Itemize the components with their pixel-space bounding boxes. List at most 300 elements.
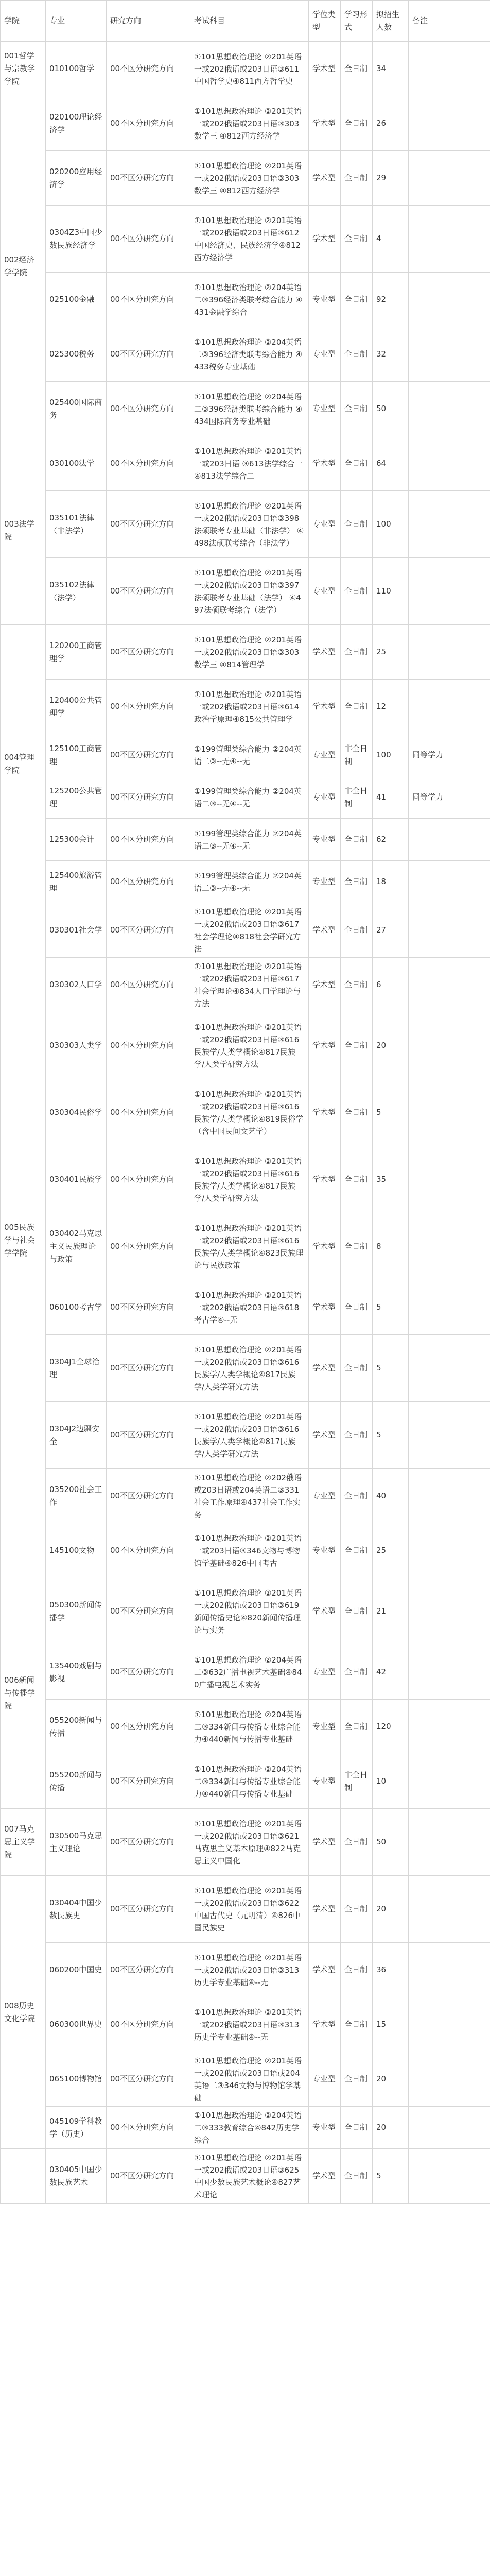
direction-cell: 00不区分研究方向 (107, 1578, 190, 1645)
note-cell (409, 42, 490, 96)
direction-cell: 00不区分研究方向 (107, 1469, 190, 1523)
quota-cell: 62 (373, 819, 409, 861)
quota-cell: 20 (373, 2107, 409, 2149)
mode-cell: 全日制 (341, 558, 373, 625)
degree-cell: 专业型 (309, 558, 341, 625)
table-row (1, 1079, 490, 1146)
note-cell (409, 96, 490, 151)
major-cell: 055200新闻与传播 (46, 1754, 107, 1809)
exam-cell: ①101思想政治理论 ②201英语一或202俄语或203日语③616民族学/人类学概论④817民族学/人类学研究方法 (190, 1402, 309, 1469)
degree-cell: 专业型 (309, 1523, 341, 1578)
mode-cell: 全日制 (341, 958, 373, 1012)
mode-cell: 全日制 (341, 436, 373, 491)
note-cell (409, 958, 490, 1012)
quota-cell: 110 (373, 558, 409, 625)
major-cell: 030301社会学 (46, 903, 107, 958)
note-cell (409, 1469, 490, 1523)
degree-cell: 学术型 (309, 206, 341, 273)
mode-cell: 全日制 (341, 2149, 373, 2204)
mode-cell: 全日制 (341, 1809, 373, 1876)
direction-cell: 00不区分研究方向 (107, 1079, 190, 1146)
note-cell (409, 382, 490, 436)
direction-cell: 00不区分研究方向 (107, 2149, 190, 2204)
degree-cell: 专业型 (309, 2052, 341, 2107)
quota-cell: 42 (373, 1645, 409, 1700)
direction-cell: 00不区分研究方向 (107, 776, 190, 819)
mode-cell: 全日制 (341, 42, 373, 96)
note-cell (409, 2052, 490, 2107)
degree-cell: 专业型 (309, 861, 341, 903)
degree-cell: 专业型 (309, 2107, 341, 2149)
quota-cell: 64 (373, 436, 409, 491)
mode-cell: 全日制 (341, 206, 373, 273)
direction-cell: 00不区分研究方向 (107, 491, 190, 558)
major-cell: 020200应用经济学 (46, 151, 107, 206)
exam-cell: ①101思想政治理论 ②201英语一或202俄语或203日语③303数学三 ④812西方经济学 (190, 96, 309, 151)
mode-cell: 全日制 (341, 1402, 373, 1469)
major-cell: 030100法学 (46, 436, 107, 491)
major-cell: 050300新闻传播学 (46, 1578, 107, 1645)
table-row (1, 382, 490, 436)
major-cell: 125400旅游管理 (46, 861, 107, 903)
table-row (1, 680, 490, 734)
exam-cell: ①101思想政治理论 ②201英语一或203日语 ③613法学综合一 ④813法学综合二 (190, 436, 309, 491)
degree-cell: 学术型 (309, 1012, 341, 1079)
exam-cell: ①101思想政治理论 ②201英语一或202俄语或203日语③616民族学/人类学概论④823民族理论与民族政策 (190, 1213, 309, 1280)
quota-cell: 5 (373, 1280, 409, 1335)
direction-cell: 00不区分研究方向 (107, 861, 190, 903)
table-row (1, 903, 490, 958)
header-major: 专业 (46, 1, 107, 42)
degree-cell: 学术型 (309, 625, 341, 680)
exam-cell: ①101思想政治理论 ②201英语一或202俄语或203日语③616民族学/人类学概论④819民俗学（含中国民间文艺学） (190, 1079, 309, 1146)
exam-cell: ①101思想政治理论 ②201英语一或202俄语或203日语③303数学三 ④812西方经济学 (190, 151, 309, 206)
mode-cell: 全日制 (341, 680, 373, 734)
quota-cell: 35 (373, 1146, 409, 1213)
direction-cell: 00不区分研究方向 (107, 625, 190, 680)
table-row (1, 1280, 490, 1335)
degree-cell: 学术型 (309, 680, 341, 734)
quota-cell: 25 (373, 625, 409, 680)
exam-cell: ①199管理类综合能力 ②204英语二③--无④--无 (190, 819, 309, 861)
degree-cell: 学术型 (309, 1146, 341, 1213)
table-row (1, 958, 490, 1012)
mode-cell: 全日制 (341, 1578, 373, 1645)
exam-cell: ①101思想政治理论 ②204英语二③334新闻与传播专业综合能力④440新闻与传播专业基础 (190, 1700, 309, 1754)
major-cell: 030303人类学 (46, 1012, 107, 1079)
table-row (1, 1943, 490, 1997)
mode-cell: 全日制 (341, 1943, 373, 1997)
direction-cell: 00不区分研究方向 (107, 273, 190, 327)
note-cell (409, 558, 490, 625)
college-cell: 006新闻与传播学院 (1, 1578, 46, 1809)
table-row (1, 1402, 490, 1469)
table-row (1, 273, 490, 327)
exam-cell: ①101思想政治理论 ②201英语一或202俄语或203日语③625中国少数民族艺术概论④827艺术理论 (190, 2149, 309, 2204)
note-cell (409, 206, 490, 273)
major-cell: 035102法律（法学） (46, 558, 107, 625)
quota-cell: 4 (373, 206, 409, 273)
major-cell: 060200中国史 (46, 1943, 107, 1997)
table-row (1, 1335, 490, 1402)
exam-cell: ①199管理类综合能力 ②204英语二③--无④--无 (190, 776, 309, 819)
quota-cell: 20 (373, 1876, 409, 1943)
table-row (1, 206, 490, 273)
degree-cell: 学术型 (309, 1876, 341, 1943)
table-row (1, 1997, 490, 2052)
mode-cell: 全日制 (341, 1280, 373, 1335)
exam-cell: ①101思想政治理论 ②201英语一或202俄语或203日语③397法硕联考专业基础（法学） ④497法硕联考综合（法学） (190, 558, 309, 625)
mode-cell: 全日制 (341, 1645, 373, 1700)
degree-cell: 学术型 (309, 903, 341, 958)
college-cell: 008历史文化学院 (1, 1876, 46, 2149)
major-cell: 045109学科教学（历史） (46, 2107, 107, 2149)
mode-cell: 全日制 (341, 2052, 373, 2107)
major-cell: 0304J2边疆安全 (46, 1402, 107, 1469)
header-direction: 研究方向 (107, 1, 190, 42)
major-cell: 0304Z3中国少数民族经济学 (46, 206, 107, 273)
degree-cell: 专业型 (309, 776, 341, 819)
direction-cell: 00不区分研究方向 (107, 1645, 190, 1700)
direction-cell: 00不区分研究方向 (107, 1943, 190, 1997)
mode-cell: 全日制 (341, 2107, 373, 2149)
table-row (1, 1146, 490, 1213)
major-cell: 065100博物馆 (46, 2052, 107, 2107)
table-row (1, 2107, 490, 2149)
note-cell (409, 861, 490, 903)
major-cell: 020100理论经济学 (46, 96, 107, 151)
major-cell: 030402马克思主义民族理论与政策 (46, 1213, 107, 1280)
major-cell: 035200社会工作 (46, 1469, 107, 1523)
college-cell: 003法学院 (1, 436, 46, 625)
quota-cell: 25 (373, 1523, 409, 1578)
degree-cell: 专业型 (309, 327, 341, 382)
mode-cell: 全日制 (341, 1523, 373, 1578)
mode-cell: 非全日制 (341, 776, 373, 819)
note-cell (409, 819, 490, 861)
table-row (1, 625, 490, 680)
note-cell (409, 1997, 490, 2052)
degree-cell: 学术型 (309, 436, 341, 491)
exam-cell: ①101思想政治理论 ②201英语一或202俄语或203日语③616民族学/人类学概论④817民族学/人类学研究方法 (190, 1012, 309, 1079)
quota-cell: 32 (373, 327, 409, 382)
table-row (1, 327, 490, 382)
note-cell (409, 491, 490, 558)
direction-cell: 00不区分研究方向 (107, 558, 190, 625)
table-row (1, 2052, 490, 2107)
mode-cell: 全日制 (341, 1469, 373, 1523)
direction-cell: 00不区分研究方向 (107, 206, 190, 273)
mode-cell: 全日制 (341, 861, 373, 903)
table-row (1, 491, 490, 558)
college-cell: 002经济学学院 (1, 96, 46, 436)
table-row (1, 1876, 490, 1943)
direction-cell: 00不区分研究方向 (107, 1012, 190, 1079)
degree-cell: 学术型 (309, 958, 341, 1012)
direction-cell: 00不区分研究方向 (107, 1402, 190, 1469)
degree-cell: 专业型 (309, 1645, 341, 1700)
table-row (1, 151, 490, 206)
major-cell: 145100文物 (46, 1523, 107, 1578)
quota-cell: 20 (373, 2052, 409, 2107)
direction-cell: 00不区分研究方向 (107, 1523, 190, 1578)
exam-cell: ①101思想政治理论 ②201英语一或202俄语或203日语③617社会学理论④834人口学理论与方法 (190, 958, 309, 1012)
note-cell (409, 1754, 490, 1809)
mode-cell: 全日制 (341, 273, 373, 327)
quota-cell: 40 (373, 1469, 409, 1523)
direction-cell: 00不区分研究方向 (107, 1335, 190, 1402)
note-cell (409, 1402, 490, 1469)
mode-cell: 全日制 (341, 382, 373, 436)
note-cell (409, 1578, 490, 1645)
major-cell: 060100考古学 (46, 1280, 107, 1335)
direction-cell: 00不区分研究方向 (107, 2107, 190, 2149)
degree-cell: 学术型 (309, 1280, 341, 1335)
direction-cell: 00不区分研究方向 (107, 327, 190, 382)
degree-cell: 学术型 (309, 1079, 341, 1146)
mode-cell: 全日制 (341, 819, 373, 861)
exam-cell: ①101思想政治理论 ②201英语一或202俄语或203日语③621马克思主义基本原理④822马克思主义中国化 (190, 1809, 309, 1876)
quota-cell: 5 (373, 1079, 409, 1146)
direction-cell: 00不区分研究方向 (107, 96, 190, 151)
college-cell (1, 2149, 46, 2204)
degree-cell: 学术型 (309, 1402, 341, 1469)
major-cell: 125100工商管理 (46, 734, 107, 776)
degree-cell: 专业型 (309, 382, 341, 436)
quota-cell: 10 (373, 1754, 409, 1809)
major-cell: 030405中国少数民族艺术 (46, 2149, 107, 2204)
direction-cell: 00不区分研究方向 (107, 734, 190, 776)
note-cell (409, 625, 490, 680)
major-cell: 120400公共管理学 (46, 680, 107, 734)
degree-cell: 学术型 (309, 1997, 341, 2052)
direction-cell: 00不区分研究方向 (107, 1213, 190, 1280)
table-row (1, 819, 490, 861)
table-row (1, 1469, 490, 1523)
mode-cell: 全日制 (341, 1997, 373, 2052)
note-cell (409, 327, 490, 382)
exam-cell: ①101思想政治理论 ②204英语二③396经济类联考综合能力 ④434国际商务专业基础 (190, 382, 309, 436)
direction-cell: 00不区分研究方向 (107, 2052, 190, 2107)
mode-cell: 全日制 (341, 96, 373, 151)
major-cell: 030401民族学 (46, 1146, 107, 1213)
major-cell: 030302人口学 (46, 958, 107, 1012)
exam-cell: ①101思想政治理论 ②201英语一或202俄语或203日语③398法硕联考专业基础（非法学） ④498法硕联考综合（非法学） (190, 491, 309, 558)
exam-cell: ①101思想政治理论 ②204英语二③334新闻与传播专业综合能力④440新闻与传播专业基础 (190, 1754, 309, 1809)
major-cell: 035101法律（非法学） (46, 491, 107, 558)
direction-cell: 00不区分研究方向 (107, 1997, 190, 2052)
mode-cell: 非全日制 (341, 1754, 373, 1809)
degree-cell: 专业型 (309, 491, 341, 558)
quota-cell: 100 (373, 491, 409, 558)
exam-cell: ①199管理类综合能力 ②204英语二③--无④--无 (190, 861, 309, 903)
exam-cell: ①101思想政治理论 ②204英语二③396经济类联考综合能力 ④431金融学综合 (190, 273, 309, 327)
direction-cell: 00不区分研究方向 (107, 382, 190, 436)
quota-cell: 18 (373, 861, 409, 903)
degree-cell: 学术型 (309, 1809, 341, 1876)
mode-cell: 全日制 (341, 151, 373, 206)
table-row (1, 436, 490, 491)
direction-cell: 00不区分研究方向 (107, 903, 190, 958)
header-exam: 考试科目 (190, 1, 309, 42)
exam-cell: ①101思想政治理论 ②201英语一或202俄语或203日语③619新闻传播史论④820新闻传播理论与实务 (190, 1578, 309, 1645)
quota-cell: 6 (373, 958, 409, 1012)
direction-cell: 00不区分研究方向 (107, 1700, 190, 1754)
direction-cell: 00不区分研究方向 (107, 1754, 190, 1809)
direction-cell: 00不区分研究方向 (107, 1809, 190, 1876)
exam-cell: ①101思想政治理论 ②204英语二③396经济类联考综合能力 ④433税务专业基础 (190, 327, 309, 382)
direction-cell: 00不区分研究方向 (107, 42, 190, 96)
degree-cell: 学术型 (309, 1943, 341, 1997)
note-cell (409, 680, 490, 734)
quota-cell: 50 (373, 1809, 409, 1876)
degree-cell: 专业型 (309, 734, 341, 776)
header-quota: 拟招生人数 (373, 1, 409, 42)
major-cell: 060300世界史 (46, 1997, 107, 2052)
quota-cell: 5 (373, 2149, 409, 2204)
exam-cell: ①101思想政治理论 ②204英语二③632广播电视艺术基础④840广播电视艺术实务 (190, 1645, 309, 1700)
mode-cell: 全日制 (341, 1079, 373, 1146)
table-row (1, 861, 490, 903)
table-row (1, 1523, 490, 1578)
degree-cell: 专业型 (309, 1700, 341, 1754)
major-cell: 120200工商管理学 (46, 625, 107, 680)
exam-cell: ①101思想政治理论 ②202俄语或203日语或204英语二③331社会工作原理④437社会工作实务 (190, 1469, 309, 1523)
direction-cell: 00不区分研究方向 (107, 151, 190, 206)
quota-cell: 34 (373, 42, 409, 96)
college-cell: 001哲学与宗教学学院 (1, 42, 46, 96)
note-cell (409, 1146, 490, 1213)
degree-cell: 学术型 (309, 1578, 341, 1645)
quota-cell: 92 (373, 273, 409, 327)
direction-cell: 00不区分研究方向 (107, 1280, 190, 1335)
major-cell: 025400国际商务 (46, 382, 107, 436)
mode-cell: 全日制 (341, 327, 373, 382)
exam-cell: ①101思想政治理论 ②201英语一或203日语③346文物与博物馆学基础④826中国考古 (190, 1523, 309, 1578)
quota-cell: 8 (373, 1213, 409, 1280)
table-row (1, 1213, 490, 1280)
note-cell (409, 151, 490, 206)
college-cell: 004管理学院 (1, 625, 46, 903)
table-row (1, 2149, 490, 2204)
quota-cell: 27 (373, 903, 409, 958)
note-cell (409, 1213, 490, 1280)
quota-cell: 100 (373, 734, 409, 776)
exam-cell: ①101思想政治理论 ②201英语一或202俄语或203日语③313历史学专业基础④--无 (190, 1997, 309, 2052)
degree-cell: 学术型 (309, 42, 341, 96)
mode-cell: 全日制 (341, 625, 373, 680)
direction-cell: 00不区分研究方向 (107, 1876, 190, 1943)
degree-cell: 学术型 (309, 1335, 341, 1402)
exam-cell: ①101思想政治理论 ②201英语一或202俄语或203日语③313历史学专业基础④--无 (190, 1943, 309, 1997)
direction-cell: 00不区分研究方向 (107, 958, 190, 1012)
college-cell: 005民族学与社会学学院 (1, 903, 46, 1578)
exam-cell: ①101思想政治理论 ②201英语一或202俄语或203日语③303数学三 ④814管理学 (190, 625, 309, 680)
mode-cell: 全日制 (341, 1700, 373, 1754)
degree-cell: 学术型 (309, 2149, 341, 2204)
header-degree: 学位类型 (309, 1, 341, 42)
note-cell (409, 1876, 490, 1943)
quota-cell: 26 (373, 96, 409, 151)
exam-cell: ①101思想政治理论 ②201英语一或202俄语或203日语或204英语二③346文物与博物馆学基础 (190, 2052, 309, 2107)
table-row (1, 42, 490, 96)
degree-cell: 学术型 (309, 96, 341, 151)
quota-cell: 41 (373, 776, 409, 819)
major-cell: 055200新闻与传播 (46, 1700, 107, 1754)
major-cell: 125300会计 (46, 819, 107, 861)
quota-cell: 29 (373, 151, 409, 206)
note-cell: 同等学力 (409, 776, 490, 819)
exam-cell: ①101思想政治理论 ②201英语一或202俄语或203日语③612中国经济史、民族经济学④812西方经济学 (190, 206, 309, 273)
table-row (1, 96, 490, 151)
college-cell: 007马克思主义学院 (1, 1809, 46, 1876)
major-cell: 025100金融 (46, 273, 107, 327)
direction-cell: 00不区分研究方向 (107, 680, 190, 734)
note-cell (409, 436, 490, 491)
major-cell: 010100哲学 (46, 42, 107, 96)
quota-cell: 20 (373, 1012, 409, 1079)
exam-cell: ①101思想政治理论 ②201英语一或202俄语或203日语③611中国哲学史④811西方哲学史 (190, 42, 309, 96)
major-cell: 030500马克思主义理论 (46, 1809, 107, 1876)
note-cell: 同等学力 (409, 734, 490, 776)
direction-cell: 00不区分研究方向 (107, 1146, 190, 1213)
table-row (1, 1809, 490, 1876)
major-cell: 025300税务 (46, 327, 107, 382)
note-cell (409, 273, 490, 327)
mode-cell: 全日制 (341, 1012, 373, 1079)
degree-cell: 专业型 (309, 1469, 341, 1523)
note-cell (409, 1012, 490, 1079)
quota-cell: 5 (373, 1402, 409, 1469)
degree-cell: 学术型 (309, 151, 341, 206)
quota-cell: 36 (373, 1943, 409, 1997)
exam-cell: ①101思想政治理论 ②201英语一或202俄语或203日语③616民族学/人类学概论④817民族学/人类学研究方法 (190, 1335, 309, 1402)
major-cell: 030304民俗学 (46, 1079, 107, 1146)
header-note: 备注 (409, 1, 490, 42)
exam-cell: ①101思想政治理论 ②201英语一或202俄语或203日语③622中国古代史（元明清）④826中国民族史 (190, 1876, 309, 1943)
quota-cell: 50 (373, 382, 409, 436)
exam-cell: ①101思想政治理论 ②201英语一或202俄语或203日语③618考古学④--无 (190, 1280, 309, 1335)
degree-cell: 学术型 (309, 1213, 341, 1280)
quota-cell: 12 (373, 680, 409, 734)
degree-cell: 专业型 (309, 1754, 341, 1809)
direction-cell: 00不区分研究方向 (107, 819, 190, 861)
exam-cell: ①101思想政治理论 ②204英语二③333教育综合④842历史学综合 (190, 2107, 309, 2149)
table-row (1, 1012, 490, 1079)
mode-cell: 全日制 (341, 1876, 373, 1943)
exam-cell: ①101思想政治理论 ②201英语一或202俄语或203日语③616民族学/人类学概论④817民族学/人类学研究方法 (190, 1146, 309, 1213)
mode-cell: 非全日制 (341, 734, 373, 776)
table-row (1, 1578, 490, 1645)
exam-cell: ①101思想政治理论 ②201英语一或202俄语或203日语③617社会学理论④818社会学研究方法 (190, 903, 309, 958)
header-college: 学院 (1, 1, 46, 42)
table-row (1, 1700, 490, 1754)
major-cell: 0304J1全球治理 (46, 1335, 107, 1402)
quota-cell: 5 (373, 1335, 409, 1402)
degree-cell: 专业型 (309, 819, 341, 861)
table-row (1, 1645, 490, 1700)
exam-cell: ①101思想政治理论 ②201英语一或202俄语或203日语③614政治学原理④815公共管理学 (190, 680, 309, 734)
exam-cell: ①199管理类综合能力 ②204英语二③--无④--无 (190, 734, 309, 776)
note-cell (409, 903, 490, 958)
quota-cell: 15 (373, 1997, 409, 2052)
table-row (1, 776, 490, 819)
note-cell (409, 2149, 490, 2204)
major-cell: 135400戏剧与影视 (46, 1645, 107, 1700)
header-mode: 学习形式 (341, 1, 373, 42)
mode-cell: 全日制 (341, 491, 373, 558)
note-cell (409, 1280, 490, 1335)
